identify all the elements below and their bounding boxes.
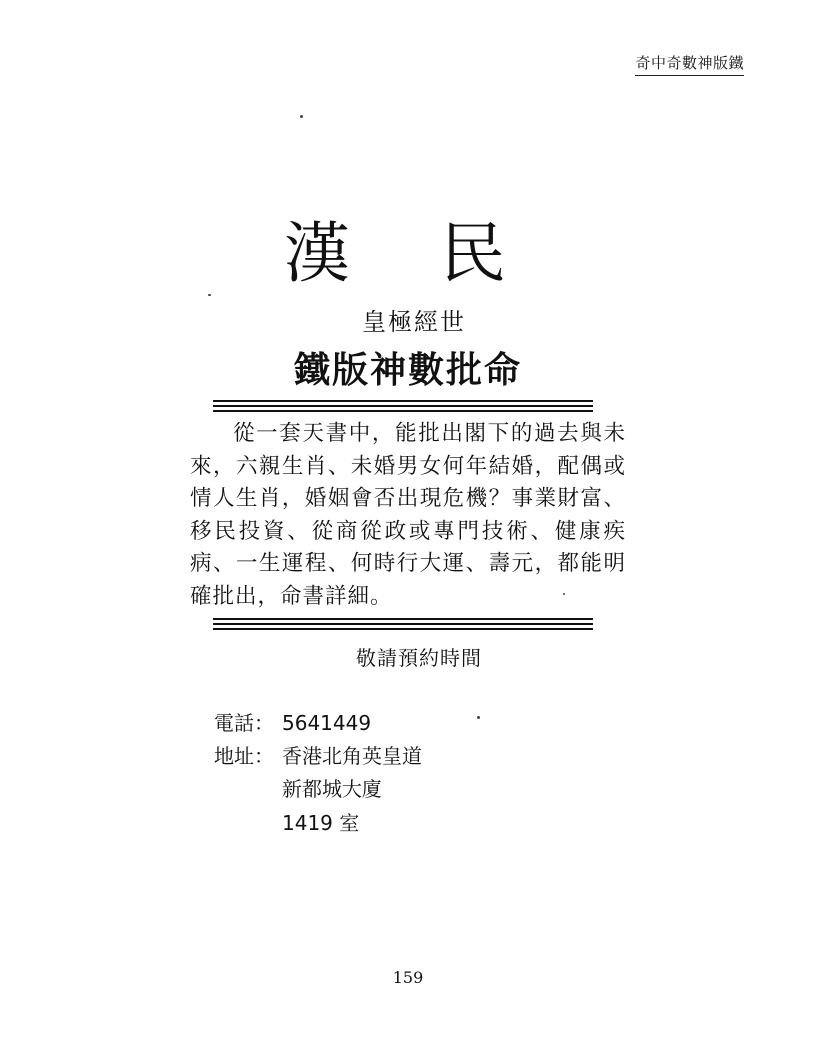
- contact-phone: [214, 708, 371, 738]
- running-header: 奇中奇數神版鐵: [635, 52, 744, 76]
- divider-top: [213, 400, 593, 412]
- big-title-char-2: 民: [440, 215, 506, 292]
- address-line-3: 1419 室: [282, 811, 360, 835]
- address-line-1: 香港北角英皇道: [282, 744, 422, 768]
- big-title: [0, 214, 816, 294]
- subtitle: 皇極經世: [362, 308, 466, 336]
- contact-address: [214, 741, 422, 771]
- scan-speck: [477, 716, 480, 719]
- body-paragraph: 從一套天書中，能批出閣下的過去與未來，六親生肖、未婚男女何年結婚，配偶或情人生肖，婚姻會否出現危機？事業財富、移民投資、從商從政或專門技術、健康疾病、一生運程、何時行大運、壽元，都能明確批出，命書詳細。: [190, 421, 626, 609]
- page-number: 159: [392, 968, 424, 987]
- scan-speck: [563, 593, 565, 595]
- appointment-notice: 敬請預約時間: [356, 646, 482, 670]
- address-label: 地址：: [214, 744, 274, 768]
- phone-label: 電話：: [214, 711, 274, 735]
- phone-number: 5641449: [282, 711, 372, 735]
- big-title-char-1: 漢: [284, 215, 350, 292]
- scan-speck: [300, 115, 303, 118]
- address-line-2: 新都城大廈: [282, 777, 382, 801]
- scan-speck: [208, 294, 211, 296]
- divider-bottom: [213, 618, 593, 630]
- main-title: 鐵版神數批命: [293, 349, 522, 391]
